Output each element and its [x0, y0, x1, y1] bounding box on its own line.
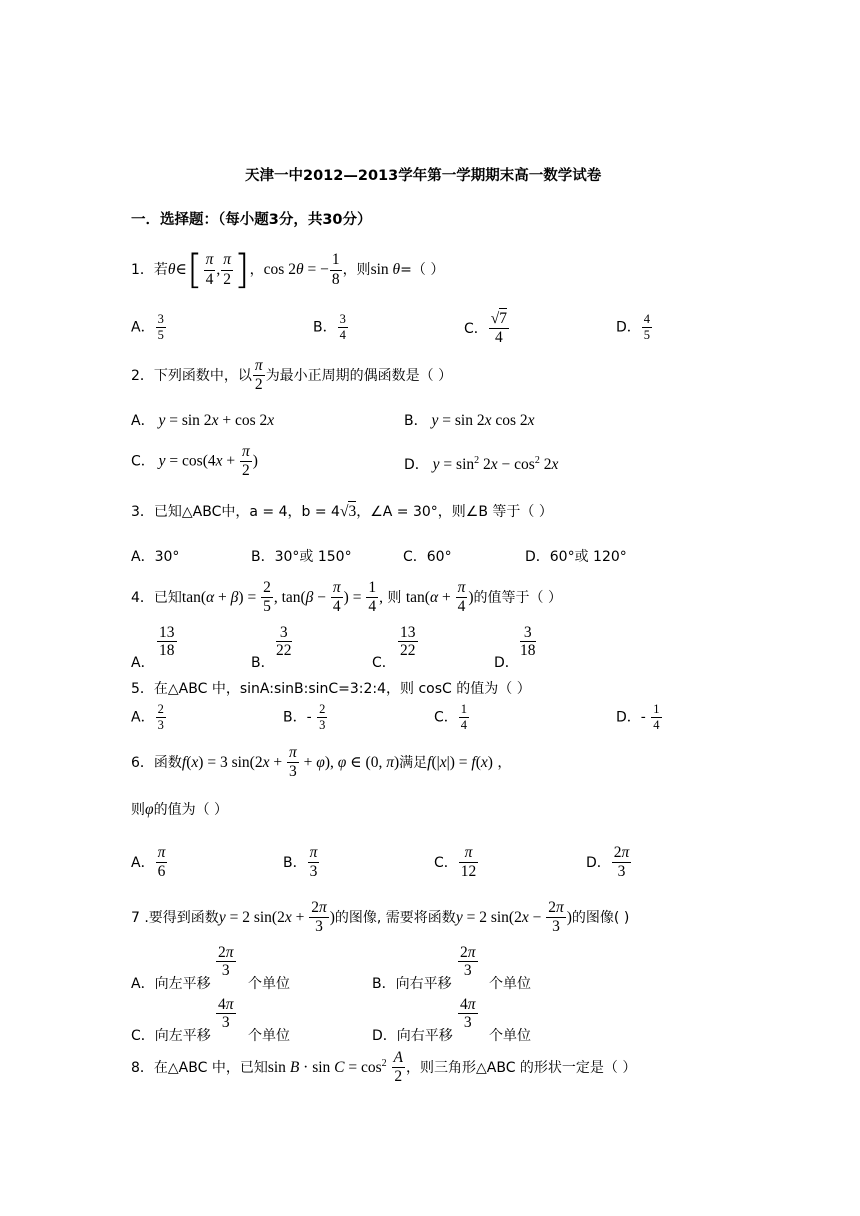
- question-7: 7 .要得到函数y = 2 sin(2x + $\frac{2\pi}{3}$ )的图像, 需要将函数y = 2 sin(2x − $\frac{2\pi}{3}$ )的图像( ): [131, 899, 630, 936]
- q4-option-b: B．: [251, 655, 275, 671]
- q4-option-d: D．: [494, 655, 519, 671]
- question-3: 3．已知△ABC中，a = 4，b = 4√3，∠A = 30°，则∠B 等于（ ）: [131, 503, 553, 520]
- q4-c-frac: $\frac{13}{22}$: [400, 624, 416, 660]
- question-1: 1．若θ∈[ $\frac{\pi}{4}$ , $\frac{\pi}{2}$ ]，cos 2θ = − $\frac{1}{8}$ ，则sin θ=（ ）: [131, 247, 445, 293]
- q7-a-frac: $\frac{2\pi}{3}$: [218, 944, 234, 980]
- question-6: 6．函数f(x) = 3 sin(2x + $\frac{\pi}{3}$ + φ), φ ∈ (0, π)满足f(|x|) = f(x) ，: [131, 744, 512, 781]
- q6-option-a: A． $\frac{\pi}{6}$: [131, 844, 166, 881]
- q6-option-d: D． $\frac{2\pi}{3}$: [586, 844, 630, 881]
- q4-b-frac: $\frac{3}{22}$: [276, 624, 292, 660]
- q5-option-a: A． $\frac{2}{3}$: [131, 702, 164, 733]
- q4-option-a: A．: [131, 655, 155, 671]
- q7-option-a: A．向左平移: [131, 976, 211, 992]
- q4-d-frac: $\frac{3}{18}$: [520, 624, 536, 660]
- q7-option-b: B．向右平移: [372, 976, 452, 992]
- q7-d-frac: $\frac{4\pi}{3}$: [460, 996, 476, 1032]
- q3-option-c: C．60°: [403, 549, 452, 565]
- q1-option-d: D． $\frac{4}{5}$: [616, 312, 651, 343]
- q5-option-b: B．- $\frac{2}{3}$: [283, 702, 326, 733]
- q7-c-unit: 个单位: [248, 1028, 290, 1044]
- q2-option-d: D． $y = \sin^2 2x - \cos^2 2x$: [404, 454, 559, 473]
- q2-option-b: B． y = sin 2x cos 2x: [404, 412, 535, 429]
- q6-option-c: C． $\frac{\pi}{12}$: [434, 844, 477, 881]
- q7-option-d: D．向右平移: [372, 1028, 453, 1044]
- q3-option-b: B．30°或 150°: [251, 549, 352, 565]
- question-4: 4．已知tan(α + β) = $\frac{2}{5}$ , tan(β − $\frac{\pi}{4}$ ) = $\frac{1}{4}$ , 则 tan(α + $\frac{\pi}{4}$ )的值等于（ ）: [131, 579, 562, 616]
- q7-d-unit: 个单位: [489, 1028, 531, 1044]
- q7-c-frac: $\frac{4\pi}{3}$: [218, 996, 234, 1032]
- q4-option-c: C．: [372, 655, 396, 671]
- q7-a-unit: 个单位: [248, 976, 290, 992]
- q6-line2: 则φ的值为（ ）: [131, 801, 229, 818]
- q1-option-c: C． $\frac{√7}{4}$: [464, 310, 508, 347]
- q7-b-unit: 个单位: [489, 976, 531, 992]
- q2-option-a: A． y = sin 2x + cos 2x: [131, 412, 275, 429]
- q1-number: 1．若: [131, 262, 168, 278]
- q6-option-b: B． $\frac{\pi}{3}$: [283, 844, 318, 881]
- section-heading: 一．选择题：（每小题3分，共30分）: [131, 212, 372, 228]
- q7-option-c: C．向左平移: [131, 1028, 211, 1044]
- q1-option-b: B． $\frac{3}{4}$: [313, 312, 346, 343]
- page-title: 天津一中2012—2013学年第一学期期末高一数学试卷: [245, 168, 602, 184]
- q2-option-c: C． y = cos(4x + $\frac{\pi}{2}$ ): [131, 443, 258, 480]
- q5-option-d: D．- $\frac{1}{4}$: [616, 702, 660, 733]
- q7-b-frac: $\frac{2\pi}{3}$: [460, 944, 476, 980]
- q3-option-a: A．30°: [131, 549, 180, 565]
- q3-option-d: D．60°或 120°: [525, 549, 627, 565]
- question-8: 8．在△ABC 中，已知$\sin B \cdot \sin C = \cos^2$ $\frac{A}{2}$ ，则三角形△ABC 的形状一定是（ ）: [131, 1049, 637, 1086]
- question-2: 2．下列函数中，以 $\frac{\pi}{2}$ 为最小正周期的偶函数是（ ）: [131, 357, 453, 394]
- q5-option-c: C． $\frac{1}{4}$: [434, 702, 468, 733]
- q4-a-frac: $\frac{13}{18}$: [159, 624, 175, 660]
- question-5: 5．在△ABC 中，sinA:sinB:sinC=3:2:4，则 cosC 的值为（ ）: [131, 681, 531, 697]
- q1-option-a: A． $\frac{3}{5}$: [131, 312, 164, 343]
